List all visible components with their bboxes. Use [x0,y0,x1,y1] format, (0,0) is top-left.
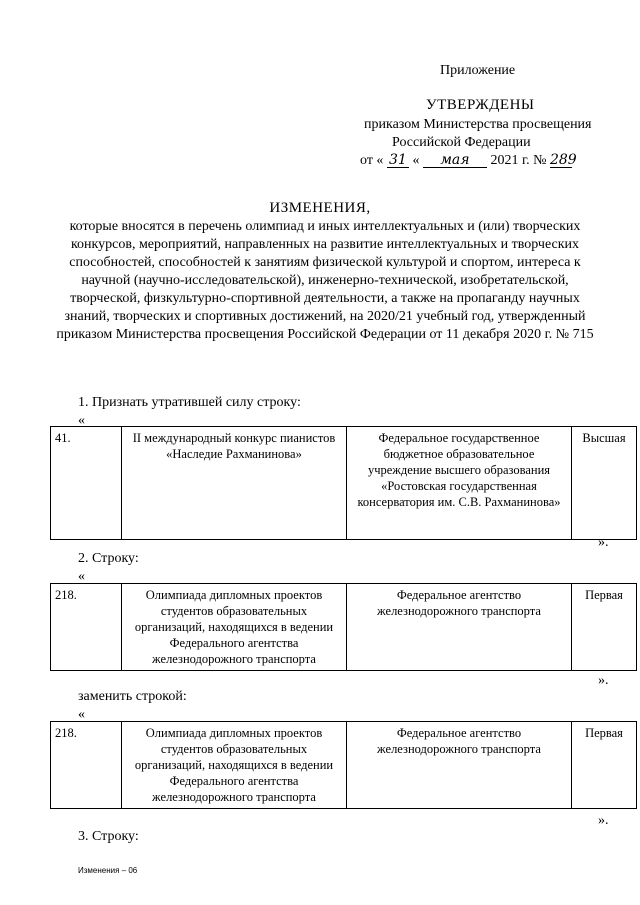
replace-heading: заменить строкой: [78,689,187,704]
footer-label: Изменения – 06 [78,866,138,875]
table-row-218-old [50,583,637,671]
section-1-heading: 1. Признать утратившей силу строку: [78,395,301,410]
row-event-name: Олимпиада дипломных проектов студентов образовательных организаций, находящихся в ведении Федерального агентства железнодорожного транспорта [122,722,347,809]
row-organizer: Федеральное государственное бюджетное образовательное учреждение высшего образования «Ростовская государственная консерватория им. С.В. Рахманинова» [347,427,572,540]
document-title: ИЗМЕНЕНИЯ, [269,200,371,216]
open-quote-1: « [78,413,85,428]
table-row-218-new [50,721,637,809]
row-level: Высшая [572,427,637,540]
close-quote-3: ». [598,813,609,828]
row-number: 218. [51,584,122,671]
document-description: которые вносятся в перечень олимпиад и иных интеллектуальных и (или) творческих конкурсов, мероприятий, направленных на развитие интеллектуальных и творческих способностей, способностей к занятиям физической культурой и спортом, интереса к научной (научно-исследовательской), инженерно-технической, изобретательской, творческой, физкультурно-спортивной деятельности, а также на пропаганду научных знаний, творческих и спортивных достижений, на 2020/21 учебный год, утвержденный приказом Министерства просвещения Российской Федерации от 11 декабря 2020 г. № 715 [56,219,594,342]
row-number: 218. [51,722,122,809]
row-level: Первая [572,584,637,671]
appendix-label: Приложение [440,63,516,78]
row-event-name: II международный конкурс пианистов «Наследие Рахманинова» [122,427,347,540]
row-level: Первая [572,722,637,809]
approved-label: УТВЕРЖДЕНЫ [426,97,535,113]
section-3-heading: 3. Строку: [78,829,139,844]
row-number: 41. [51,427,122,540]
approval-line-1: приказом Министерства просвещения [364,117,592,132]
table-row-41 [50,426,637,540]
date-quote: « [412,153,420,168]
handwritten-month: мая [423,153,487,168]
close-quote-1: ». [598,535,609,550]
approval-line-2: Российской Федерации [392,135,531,150]
close-quote-2: ». [598,673,609,688]
handwritten-day: 31 [387,153,409,168]
row-organizer: Федеральное агентство железнодорожного транспорта [347,584,572,671]
section-2-heading: 2. Строку: [78,551,139,566]
row-event-name: Олимпиада дипломных проектов студентов образовательных организаций, находящихся в ведении Федерального агентства железнодорожного транспорта [122,584,347,671]
handwritten-number: 289 [549,152,577,168]
open-quote-2: « [78,569,85,584]
open-quote-3: « [78,707,85,722]
year-text: 2021 г. № [490,153,547,168]
date-prefix: от « [360,153,384,168]
row-organizer: Федеральное агентство железнодорожного транспорта [347,722,572,809]
approval-date-line [360,152,577,170]
